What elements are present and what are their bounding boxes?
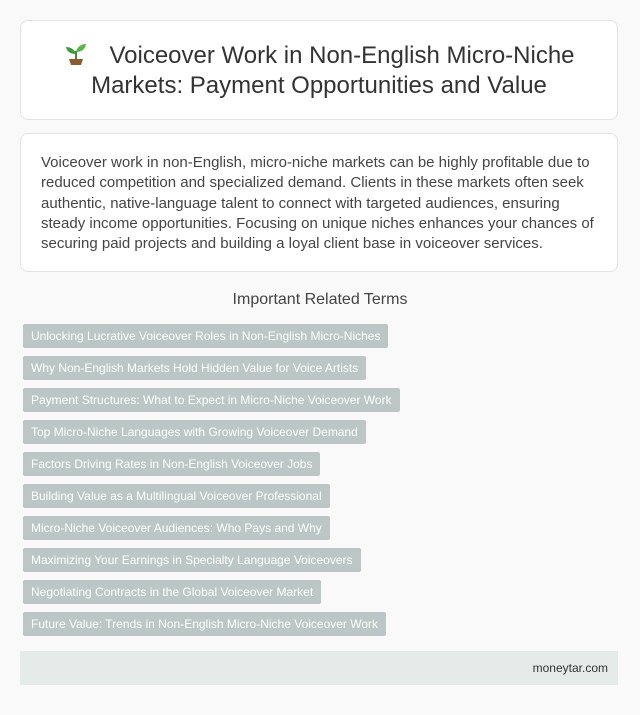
page-title [41, 40, 597, 101]
related-terms-list [23, 324, 400, 644]
related-term-tag[interactable]: Factors Driving Rates in Non-English Voiceover Jobs [23, 452, 320, 476]
sprout-icon [63, 40, 89, 66]
related-term-tag[interactable]: Future Value: Trends in Non-English Micro-Niche Voiceover Work [23, 612, 386, 636]
related-term-tag[interactable]: Top Micro-Niche Languages with Growing Voiceover Demand [23, 420, 366, 444]
footer [20, 651, 618, 685]
title-card [20, 20, 618, 120]
related-term-tag[interactable]: Payment Structures: What to Expect in Micro-Niche Voiceover Work [23, 388, 400, 412]
related-term-tag[interactable]: Unlocking Lucrative Voiceover Roles in Non-English Micro-Niches [23, 324, 388, 348]
site-name[interactable]: moneytar.com [532, 661, 608, 675]
related-terms-heading: Important Related Terms [232, 291, 408, 308]
related-term-tag[interactable]: Micro-Niche Voiceover Audiences: Who Pays and Why [23, 516, 330, 540]
related-term-tag[interactable]: Negotiating Contracts in the Global Voiceover Market [23, 580, 321, 604]
related-term-tag[interactable]: Why Non-English Markets Hold Hidden Value for Voice Artists [23, 356, 366, 380]
related-term-tag[interactable]: Building Value as a Multilingual Voiceover Professional [23, 484, 330, 508]
page-title-text: Voiceover Work in Non-English Micro-Niche Markets: Payment Opportunities and Value [91, 41, 575, 99]
related-term-tag[interactable]: Maximizing Your Earnings in Specialty Language Voiceovers [23, 548, 361, 572]
intro-paragraph: Voiceover work in non-English, micro-niche markets can be highly profitable due to reduced competition and specialized demand. Clients in these markets often seek authentic, native-language talent to connect with targeted audiences, ensuring steady income opportunities. Focusing on unique niches enhances your chances of securing paid projects and building a loyal client base in voiceover services. [41, 154, 594, 253]
intro-card [20, 133, 618, 272]
